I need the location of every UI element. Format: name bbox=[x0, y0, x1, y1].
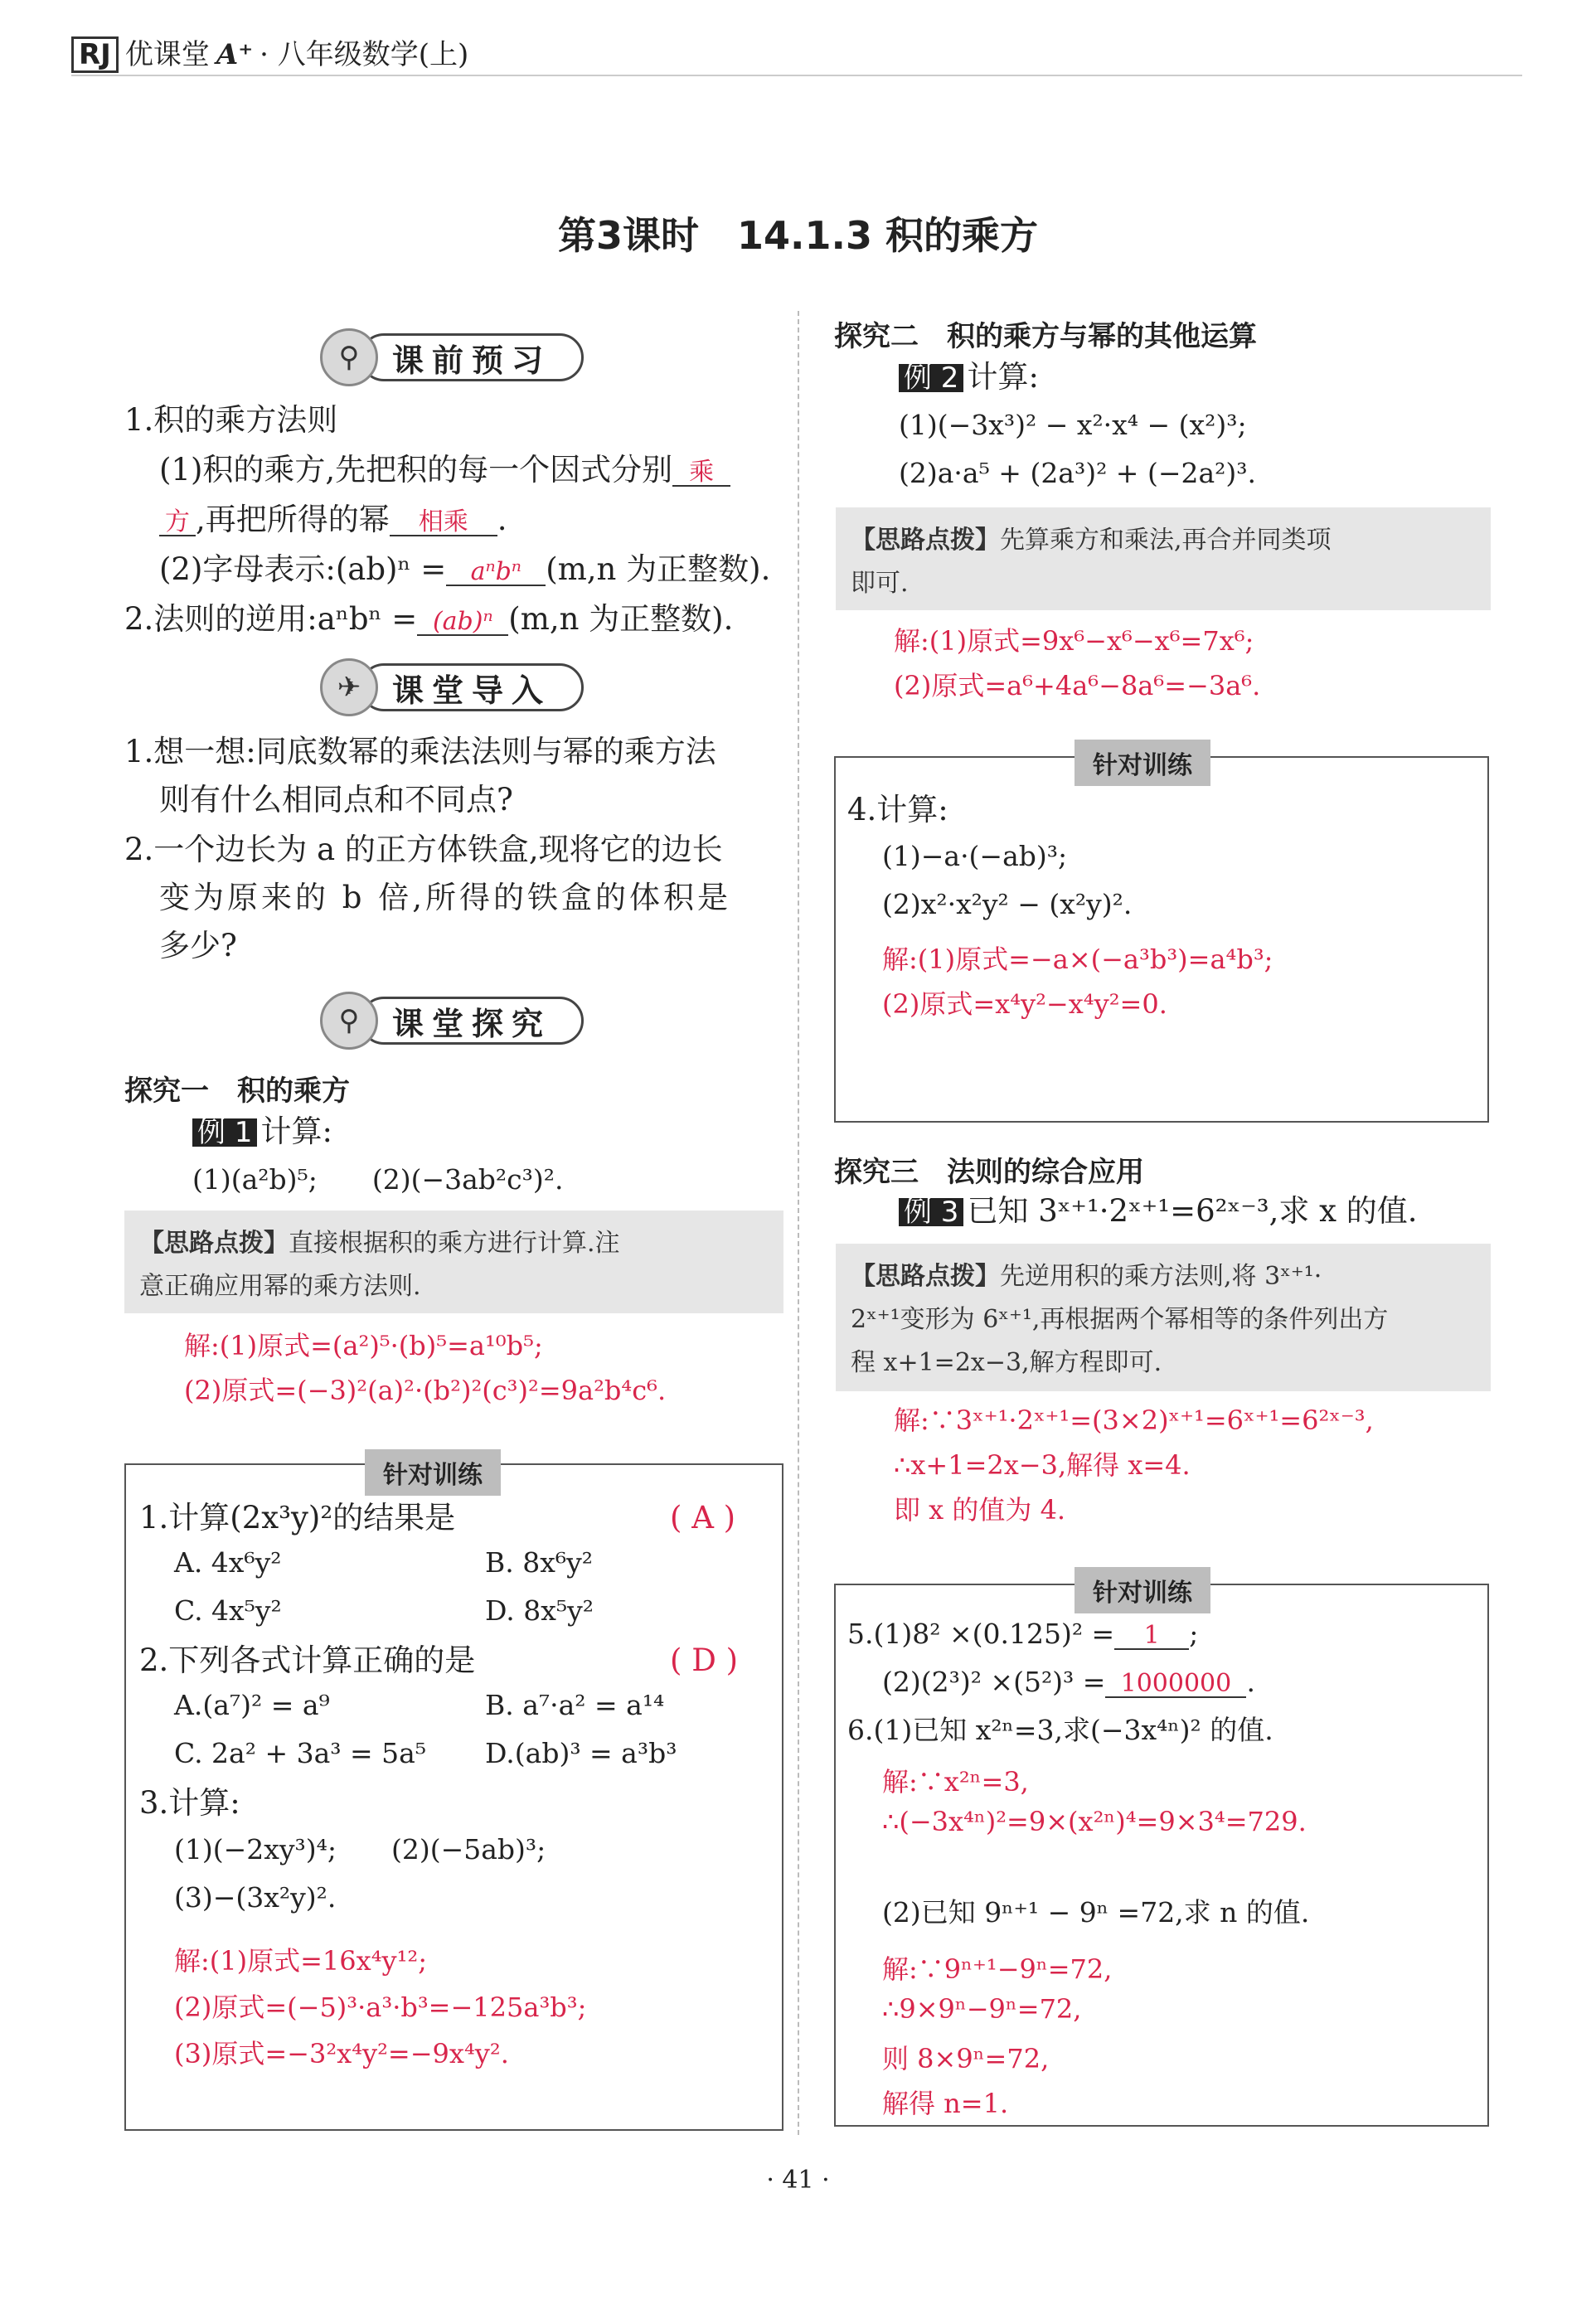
train1-q1-option-c: C. 4x⁵y² bbox=[174, 1594, 282, 1627]
train3-q6-1-solution-2: ∴(−3x⁴ⁿ)²=9×(x²ⁿ)⁴=9×3⁴=729. bbox=[882, 1806, 1307, 1837]
explore1-example: 例 1 计算: bbox=[192, 1116, 332, 1147]
banner-intro-label: 课堂导入 bbox=[360, 663, 584, 711]
train1-q1-option-a: A. 4x⁶y² bbox=[174, 1546, 282, 1579]
training-label-1: 针对训练 bbox=[365, 1449, 501, 1496]
explore3-hint: 【思路点拨】先逆用积的乘方法则,将 3ˣ⁺¹· 2ˣ⁺¹变形为 6ˣ⁺¹,再根据两个幂相等的条件列出方 程 x+1=2x−3,解方程即可. bbox=[836, 1244, 1491, 1391]
preview-item2: 2.法则的逆用:aⁿbⁿ = (ab)ⁿ (m,n 为正整数). bbox=[124, 601, 734, 637]
explore3-solution-1: 解:∵3ˣ⁺¹·2ˣ⁺¹=(3×2)ˣ⁺¹=6ˣ⁺¹=6²ˣ⁻³, bbox=[894, 1405, 1374, 1436]
subject-label: · 八年级数学(上) bbox=[260, 38, 469, 71]
banner-intro bbox=[320, 655, 594, 720]
preview-item1-title: 1.积的乘方法则 bbox=[124, 402, 338, 438]
explore2-hint: 【思路点拨】先算乘方和乘法,再合并同类项 即可. bbox=[836, 507, 1491, 610]
answer-blank-2: 相乘 bbox=[390, 510, 497, 536]
train3-q6-1: 6.(1)已知 x²ⁿ=3,求(−3x⁴ⁿ)² 的值. bbox=[847, 1714, 1273, 1746]
banner-preview bbox=[320, 325, 594, 390]
publisher-logo: RJ bbox=[71, 36, 119, 73]
intro-q1-line2: 则有什么相同点和不同点? bbox=[159, 782, 513, 818]
train1-q2: 2.下列各式计算正确的是 bbox=[139, 1642, 476, 1678]
train3-q6-2: (2)已知 9ⁿ⁺¹ − 9ⁿ =72,求 n 的值. bbox=[882, 1896, 1310, 1929]
train2-problem-1: (1)−a·(−ab)³; bbox=[882, 840, 1068, 872]
train1-q2-option-d: D.(ab)³ = a³b³ bbox=[485, 1737, 677, 1769]
explore1-heading: 探究一 积的乘方 bbox=[124, 1075, 350, 1108]
hint-label: 【思路点拨】 bbox=[851, 1262, 1000, 1291]
training-label-2: 针对训练 bbox=[1075, 740, 1210, 786]
answer-blank-5-1: 1 bbox=[1114, 1623, 1189, 1650]
example-2-tag: 例 2 bbox=[899, 364, 963, 392]
explore2-solution-1: 解:(1)原式=9x⁶−x⁶−x⁶=7x⁶; bbox=[894, 625, 1254, 657]
train1-q2-option-c: C. 2a² + 3a³ = 5a⁵ bbox=[174, 1737, 427, 1769]
intro-q1-line1: 1.想一想:同底数幂的乘法法则与幂的乘方法 bbox=[124, 734, 716, 769]
explore3-solution-2: ∴x+1=2x−3,解得 x=4. bbox=[894, 1449, 1191, 1481]
train1-q3-solution-2: (2)原式=(−5)³·a³·b³=−125a³b³; bbox=[174, 1992, 587, 2023]
banner-preview-label: 课前预习 bbox=[360, 333, 584, 381]
answer-blank-3: aⁿbⁿ bbox=[446, 560, 546, 586]
explore1-problems: (1)(a²b)⁵; (2)(−3ab²c³)². bbox=[192, 1163, 564, 1196]
explore2-heading: 探究二 积的乘方与幂的其他运算 bbox=[834, 320, 1257, 353]
answer-blank-1a: 乘 bbox=[672, 460, 730, 487]
location-pin-icon: ⚲ bbox=[320, 328, 378, 386]
answer-blank-4: (ab)ⁿ bbox=[417, 609, 508, 636]
train1-q1-option-d: D. 8x⁵y² bbox=[485, 1594, 594, 1627]
train1-q3: 3.计算: bbox=[139, 1785, 240, 1821]
example-3-tag: 例 3 bbox=[899, 1198, 963, 1226]
train3-q5-2: (2)(2³)² ×(5²)³ = 1000000 . bbox=[882, 1666, 1255, 1698]
magnifier-icon: ⚲ bbox=[320, 992, 378, 1050]
train2-solution-1: 解:(1)原式=−a×(−a³b³)=a⁴b³; bbox=[882, 944, 1273, 975]
train3-q6-2-solution-1: 解:∵9ⁿ⁺¹−9ⁿ=72, bbox=[882, 1953, 1113, 1985]
train3-q6-2-solution-4: 解得 n=1. bbox=[882, 2088, 1009, 2119]
intro-q2-line1: 2.一个边长为 a 的正方体铁盒,现将它的边长 bbox=[124, 832, 723, 867]
train3-q5-1: 5.(1)8² ×(0.125)² = 1 ; bbox=[847, 1618, 1199, 1650]
intro-q2-line3: 多少? bbox=[159, 928, 237, 963]
explore1-hint: 【思路点拨】直接根据积的乘方进行计算.注 意正确应用幂的乘方法则. bbox=[124, 1211, 783, 1313]
train1-q3-problems-2: (3)−(3x²y)². bbox=[174, 1881, 337, 1914]
column-divider bbox=[798, 311, 799, 2135]
page-title: 第3课时 14.1.3 积的乘方 bbox=[558, 213, 1038, 258]
train1-q2-answer: ( D ) bbox=[670, 1642, 739, 1678]
page-number: · 41 · bbox=[766, 2166, 830, 2195]
intro-q2-line2: 变为原来的 b 倍,所得的铁盒的体积是 bbox=[159, 880, 731, 915]
train3-q6-1-solution-1: 解:∵x²ⁿ=3, bbox=[882, 1766, 1029, 1798]
explore2-solution-2: (2)原式=a⁶+4a⁶−8a⁶=−3a⁶. bbox=[894, 670, 1261, 701]
train1-q2-option-a: A.(a⁷)² = a⁹ bbox=[174, 1689, 330, 1721]
explore3-solution-3: 即 x 的值为 4. bbox=[894, 1494, 1066, 1526]
explore2-example: 例 2 计算: bbox=[899, 361, 1039, 392]
answer-blank-1b: 方 bbox=[159, 510, 196, 536]
explore3-example: 例 3 已知 3ˣ⁺¹·2ˣ⁺¹=6²ˣ⁻³,求 x 的值. bbox=[899, 1196, 1417, 1226]
train2-q4: 4.计算: bbox=[847, 792, 948, 827]
hint-label: 【思路点拨】 bbox=[851, 526, 1000, 555]
explore1-solution-2: (2)原式=(−3)²(a)²·(b²)²(c³)²=9a²b⁴c⁶. bbox=[184, 1375, 667, 1406]
answer-blank-5-2: 1000000 bbox=[1105, 1671, 1246, 1698]
hint-label: 【思路点拨】 bbox=[139, 1229, 289, 1258]
explore2-problem-1: (1)(−3x³)² − x²·x⁴ − (x²)³; bbox=[899, 409, 1247, 441]
preview-item1-2: (2)字母表示:(ab)ⁿ = aⁿbⁿ (m,n 为正整数). bbox=[159, 551, 771, 587]
banner-explore-label: 课堂探究 bbox=[360, 997, 584, 1045]
explore3-heading: 探究三 法则的综合应用 bbox=[834, 1156, 1144, 1189]
train1-q1-answer: ( A ) bbox=[670, 1500, 736, 1536]
page-header bbox=[71, 36, 468, 73]
brand-mark: A⁺ bbox=[216, 38, 254, 71]
train2-problem-2: (2)x²·x²y² − (x²y)². bbox=[882, 888, 1133, 920]
example-1-tag: 例 1 bbox=[192, 1118, 257, 1147]
preview-item1-1-line1: (1)积的乘方,先把积的每一个因式分别 乘 bbox=[159, 454, 730, 487]
train1-q2-option-b: B. a⁷·a² = a¹⁴ bbox=[485, 1689, 665, 1721]
header-rule bbox=[71, 75, 1522, 76]
train1-q3-solution-1: 解:(1)原式=16x⁴y¹²; bbox=[174, 1945, 428, 1977]
train3-q6-2-solution-3: 则 8×9ⁿ=72, bbox=[882, 2043, 1050, 2074]
train1-q3-solution-3: (3)原式=−3²x⁴y²=−9x⁴y². bbox=[174, 2038, 509, 2069]
series-name: 优课堂 bbox=[124, 38, 210, 71]
train3-q6-2-solution-2: ∴9×9ⁿ−9ⁿ=72, bbox=[882, 1993, 1082, 2025]
paper-plane-icon: ✈ bbox=[320, 658, 378, 716]
explore2-problem-2: (2)a·a⁵ + (2a³)² + (−2a²)³. bbox=[899, 457, 1256, 489]
explore1-solution-1: 解:(1)原式=(a²)⁵·(b)⁵=a¹⁰b⁵; bbox=[184, 1330, 543, 1361]
train1-q3-problems-1: (1)(−2xy³)⁴; (2)(−5ab)³; bbox=[174, 1833, 546, 1866]
train1-q1: 1.计算(2x³y)²的结果是 bbox=[139, 1500, 456, 1536]
training-label-3: 针对训练 bbox=[1075, 1567, 1210, 1613]
train2-solution-2: (2)原式=x⁴y²−x⁴y²=0. bbox=[882, 988, 1167, 1020]
train1-q1-option-b: B. 8x⁶y² bbox=[485, 1546, 593, 1579]
preview-item1-1-line2: 方 ,再把所得的幂 相乘 . bbox=[159, 504, 507, 536]
banner-explore bbox=[320, 988, 594, 1053]
